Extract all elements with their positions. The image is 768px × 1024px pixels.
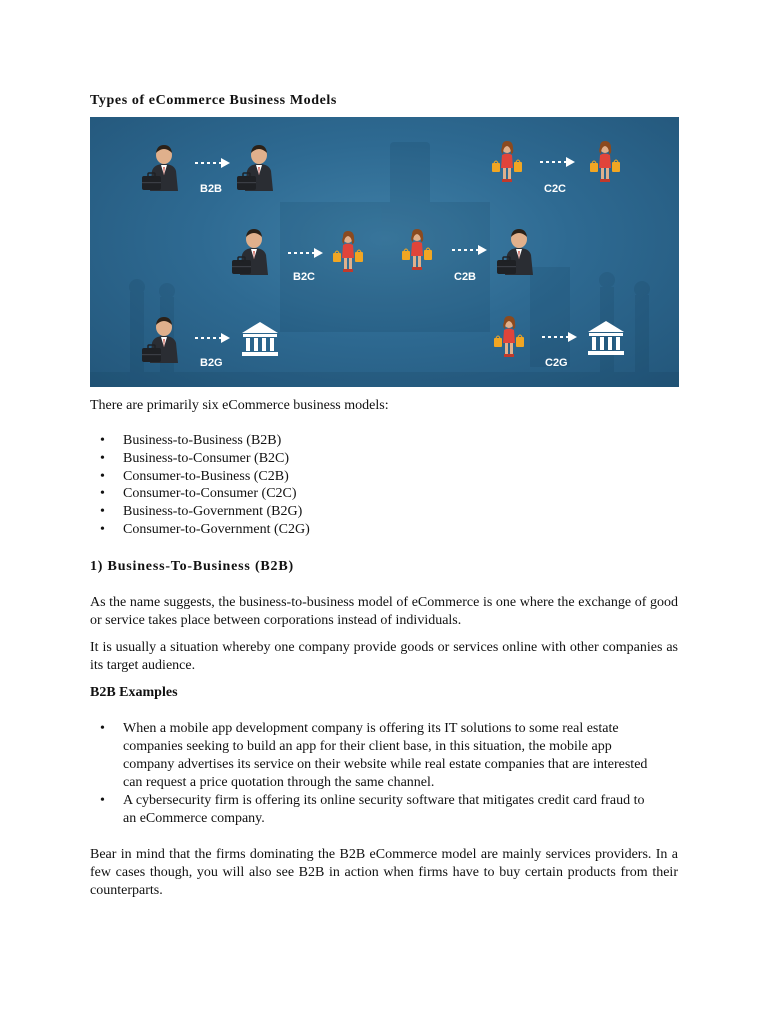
dashed-arrow-icon <box>540 157 575 167</box>
shopper-icon <box>494 316 524 357</box>
businessman-icon <box>142 145 178 191</box>
shopper-icon <box>492 141 522 182</box>
list-item: • Business-to-Consumer (B2C) <box>90 450 310 468</box>
list-item: • Consumer-to-Consumer (C2C) <box>90 485 310 503</box>
list-item: • A cybersecurity firm is offering its online security software that mitigates credit card fraud to an eCommerce company. <box>90 792 650 828</box>
shopper-icon <box>590 141 620 182</box>
section-heading: 1) Business-To-Business (B2B) <box>90 559 294 574</box>
paragraph: It is usually a situation whereby one company provide goods or services online with other companies as its target audience. <box>90 640 678 673</box>
list-item: • Business-to-Government (B2G) <box>90 503 310 521</box>
list-item: • Consumer-to-Government (C2G) <box>90 521 310 539</box>
c2b-label: C2B <box>454 271 477 283</box>
b2c-label: B2C <box>293 271 316 283</box>
background-scene <box>90 142 679 387</box>
dashed-arrow-icon <box>195 333 230 343</box>
page-title: Types of eCommerce Business Models <box>90 93 337 108</box>
c2c-label: C2C <box>544 183 567 195</box>
b2g-label: B2G <box>200 357 223 369</box>
list-item: • Consumer-to-Business (C2B) <box>90 468 310 486</box>
government-building-icon <box>242 322 278 356</box>
paragraph: As the name suggests, the business-to-business model of eCommerce is one where the exchange of good or service takes place between corporations instead of individuals. <box>90 595 678 628</box>
businessman-icon <box>237 145 273 191</box>
models-list <box>90 432 310 539</box>
ecommerce-models-illustration <box>90 117 679 387</box>
businessman-icon <box>232 229 268 275</box>
examples-list <box>90 720 650 828</box>
list-item: • When a mobile app development company is offering its IT solutions to some real estate companies seeking to build an app for their client base, in this situation, the mobile app company advertises its service on their website while real estate companies that are interested can request a price quotation through the same channel. <box>90 720 650 792</box>
businessman-icon <box>497 229 533 275</box>
list-item: • Business-to-Business (B2B) <box>90 432 310 450</box>
c2g-label: C2G <box>545 357 568 369</box>
dashed-arrow-icon <box>195 158 230 168</box>
intro-text: There are primarily six eCommerce business models: <box>90 398 389 413</box>
examples-heading: B2B Examples <box>90 685 178 700</box>
closing-paragraph: Bear in mind that the firms dominating the B2B eCommerce model are mainly services providers. In a few cases though, you will also see B2B in action when firms have to buy certain products from their counterparts. <box>90 847 678 898</box>
b2b-label: B2B <box>200 183 223 195</box>
